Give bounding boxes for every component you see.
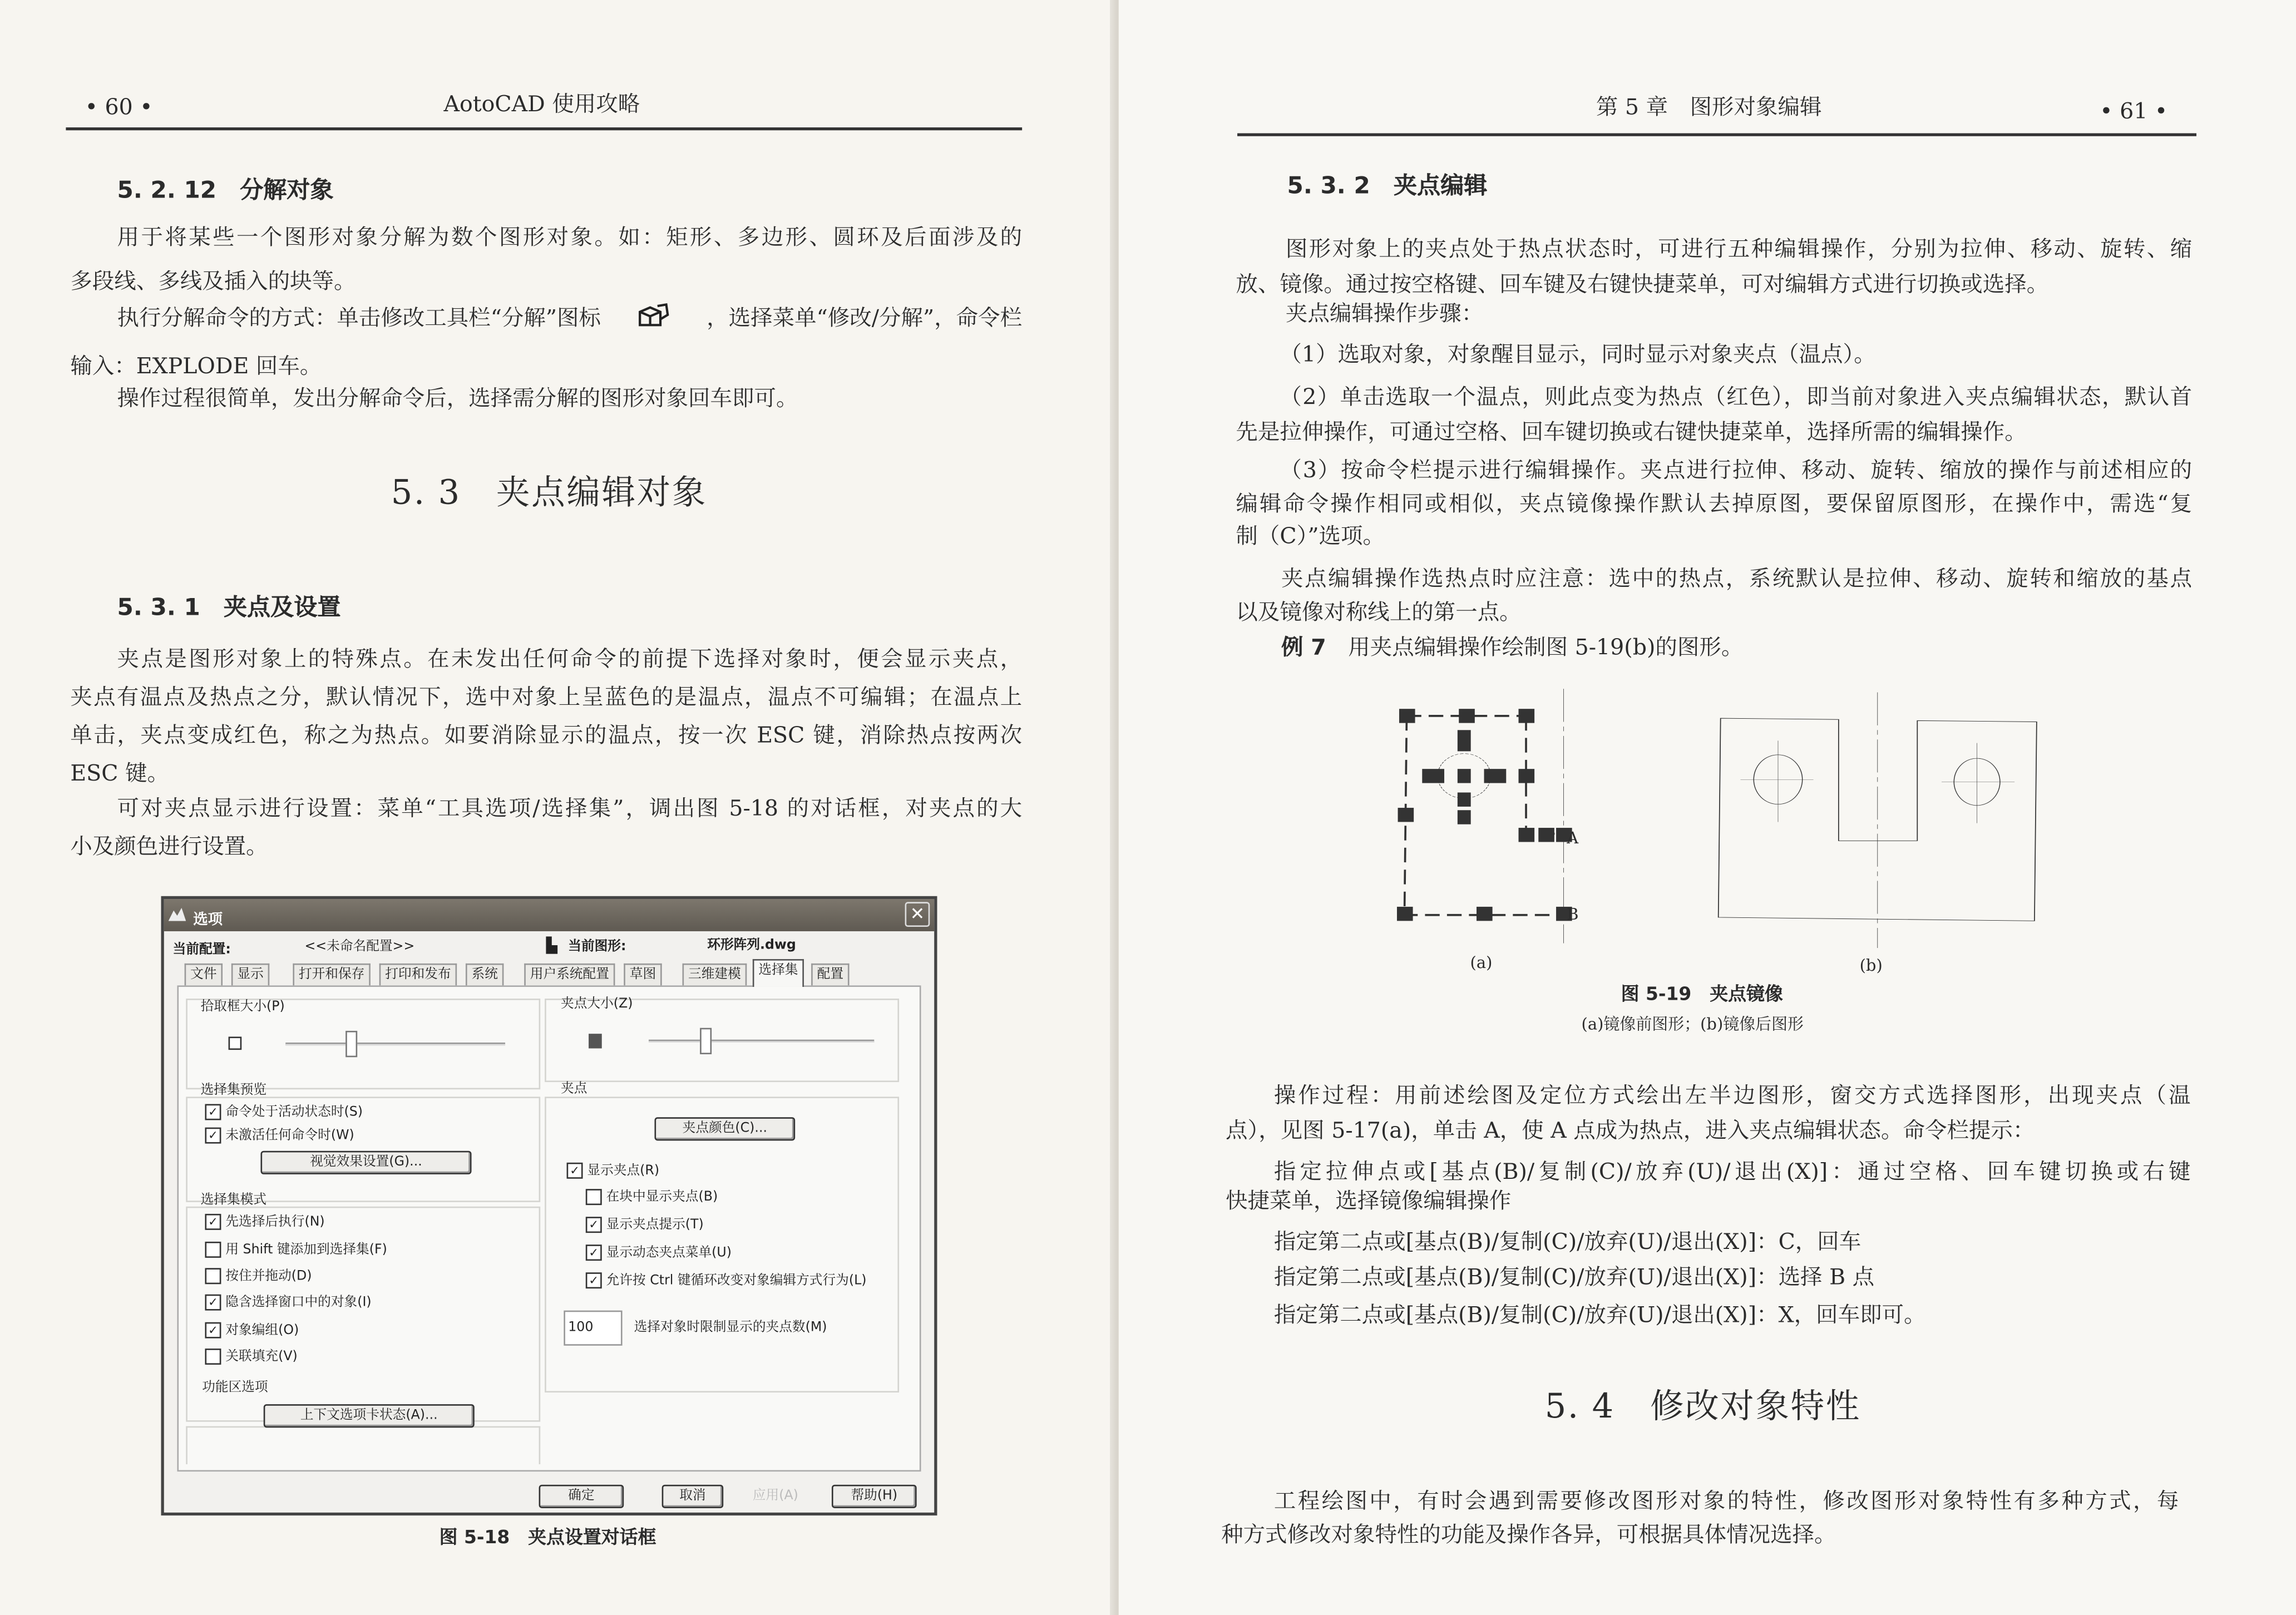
paragraph-line: （2）单击选取一个温点，则此点变为热点（红色），即当前对象进入夹点编辑状态，默认首 (1280, 383, 2193, 410)
point-b-label: B (1567, 905, 1579, 924)
checkbox-press-drag[interactable] (205, 1268, 221, 1284)
close-button[interactable]: ✕ (905, 902, 930, 927)
help-button[interactable]: 帮助(H) (832, 1485, 917, 1508)
grip-colors-button[interactable]: 夹点颜色(C)... (655, 1117, 796, 1140)
tab-3d-modeling[interactable]: 三维建模 (683, 964, 747, 987)
point-a-label: A (1567, 828, 1579, 848)
checkbox-label: 用 Shift 键添加到选择集(F) (225, 1243, 387, 1258)
left-page (0, 0, 1113, 1615)
paragraph-line: 操作过程很简单，发出分解命令后，选择需分解的图形对象回车即可。 (117, 385, 798, 412)
checkbox-shift-add[interactable] (205, 1242, 221, 1258)
paragraph-line (117, 303, 1023, 333)
tab-open-save[interactable]: 打开和保存 (293, 964, 371, 987)
paragraph-line: （3）按命令栏提示进行编辑操作。夹点进行拉伸、移动、旋转、缩放的操作与前述相应的 (1280, 457, 2193, 483)
checkbox-show-grips[interactable]: ✓ (567, 1163, 583, 1179)
paragraph-line: 图形对象上的夹点处于热点状态时，可进行五种编辑操作，分别为拉伸、移动、旋转、缩 (1285, 235, 2193, 263)
chapter-section-title: 5. 3 夹点编辑对象 (391, 474, 707, 513)
checkbox-label: 显示夹点(R) (587, 1164, 660, 1179)
grip-size-preview (589, 1034, 602, 1048)
paragraph-line: 夹点编辑操作选热点时应注意：选中的热点，系统默认是拉伸、移动、旋转和缩放的基点 (1281, 565, 2193, 592)
paragraph-line: 小及颜色进行设置。 (70, 833, 268, 860)
tab-selection[interactable]: 选择集 (753, 959, 804, 987)
checkbox-preview-idle[interactable]: ✓ (205, 1128, 221, 1144)
paragraph-line: 单击，夹点变成红色，称之为热点。如要消除显示的温点，按一次 ESC 键，消除热点按两次 (70, 722, 1023, 748)
checkbox-label: 命令处于活动状态时(S) (225, 1105, 363, 1120)
contextual-tab-states-button[interactable]: 上下文选项卡状态(A)... (264, 1404, 475, 1428)
header-rule (1237, 134, 2196, 136)
paragraph-line: 可对夹点显示进行设置：菜单“工具选项/选择集”，调出图 5-18 的对话框，对夹点的大 (117, 795, 1023, 822)
section-heading: 5. 3. 1 夹点及设置 (117, 592, 341, 621)
explode-icon (638, 303, 670, 328)
running-title: AotoCAD 使用攻略 (443, 91, 640, 117)
page-number: • 60 • (85, 93, 153, 120)
paragraph-line: 快捷菜单，选择镜像编辑操作 (1225, 1187, 1512, 1214)
paragraph-line: 点），见图 5-17(a)，单击 A，使 A 点成为热点，进入夹点编辑状态。命令栏提示： (1225, 1117, 2035, 1144)
text-part: ，选择菜单“修改/分解”，命令栏 (707, 304, 1023, 331)
pickbox-size-slider[interactable] (285, 1043, 505, 1045)
paragraph-line: 夹点有温点及热点之分，默认情况下，选中对象上呈蓝色的是温点，温点不可编辑；在温点上 (70, 684, 1023, 710)
section-heading: 5. 2. 12 分解对象 (117, 175, 334, 204)
example-label: 例 7 (1281, 634, 1326, 661)
paragraph-line: 夹点是图形对象上的特殊点。在未发出任何命令的前提下选择对象时，便会显示夹点， (117, 645, 1023, 673)
dialog-title: 选项 (193, 912, 223, 928)
checkbox-grips-in-blocks[interactable] (586, 1189, 602, 1205)
dialog-titlebar[interactable] (164, 899, 934, 931)
tab-plot-publish[interactable]: 打印和发布 (379, 964, 457, 987)
grip-squares (1397, 708, 1572, 920)
checkbox-grip-tips[interactable]: ✓ (586, 1217, 602, 1233)
tab-drafting[interactable]: 草图 (624, 964, 661, 987)
chapter-section-title: 5. 4 修改对象特性 (1544, 1388, 1861, 1426)
ok-button[interactable]: 确定 (539, 1485, 624, 1508)
paragraph-line: 放、镜像。通过按空格键、回车键及右键快捷菜单，可对编辑方式进行切换或选择。 (1236, 270, 2049, 298)
current-profile-label: 当前配置: (172, 943, 231, 958)
paragraph-line: 制（C）”选项。 (1236, 522, 1385, 549)
example-line (1281, 633, 1743, 662)
figure-caption: 图 5-18 夹点设置对话框 (439, 1525, 656, 1548)
right-page (1119, 0, 2296, 1615)
checkbox-preview-active[interactable]: ✓ (205, 1104, 221, 1120)
grip-size-label: 夹点大小(Z) (561, 997, 633, 1012)
current-drawing-label: 当前图形: (568, 940, 626, 955)
checkbox-object-grouping[interactable]: ✓ (205, 1322, 221, 1339)
tab-system[interactable]: 系统 (466, 964, 503, 987)
checkbox-label: 对象编组(O) (225, 1323, 299, 1339)
paragraph-line: 指定第二点或[基点(B)/复制(C)/放弃(U)/退出(X)]：C，回车 (1273, 1228, 1862, 1255)
tab-profiles[interactable]: 配置 (811, 964, 849, 987)
paragraph-line: （1）选取对象，对象醒目显示，同时显示对象夹点（温点）。 (1280, 341, 1876, 368)
preview-label: 选择集预览 (200, 1083, 267, 1098)
checkbox-label: 显示动态夹点菜单(U) (606, 1246, 732, 1261)
checkbox-label: 显示夹点提示(T) (606, 1218, 704, 1233)
modes-label: 选择集模式 (200, 1193, 267, 1208)
figure-a-before-mirror (1397, 688, 1572, 942)
checkbox-label: 隐含选择窗口中的对象(I) (225, 1296, 372, 1311)
checkbox-label: 关联填充(V) (225, 1350, 298, 1365)
checkbox-ctrl-cycling[interactable]: ✓ (586, 1272, 602, 1288)
tab-files[interactable]: 文件 (185, 964, 223, 987)
paragraph-line: 用于将某些一个图形对象分解为数个图形对象。如：矩形、多边形、圆环及后面涉及的 (117, 224, 1023, 251)
checkbox-label: 允许按 Ctrl 键循环改变对象编辑方式行为(L) (606, 1273, 867, 1289)
checkbox-label: 按住并拖动(D) (225, 1269, 312, 1285)
options-dialog (161, 896, 937, 1515)
grip-limit-input[interactable]: 100 (564, 1311, 622, 1346)
pickbox-preview (229, 1036, 242, 1050)
page-number: • 61 • (2100, 98, 2168, 125)
paragraph-line: 操作过程：用前述绘图及定位方式绘出左半边图形，窗交方式选择图形，出现夹点（温 (1273, 1082, 2191, 1109)
subfigure-b-label: (b) (1859, 956, 1883, 975)
paragraph-line: 以及镜像对称线上的第一点。 (1236, 599, 1522, 625)
header-rule (66, 127, 1022, 130)
checkbox-dynamic-grip-menu[interactable]: ✓ (586, 1244, 602, 1261)
ribbon-group (186, 1426, 540, 1464)
tab-display[interactable]: 显示 (231, 964, 269, 987)
figure-caption: 图 5-19 夹点镜像 (1621, 982, 1783, 1005)
checkbox-associative-hatch[interactable] (205, 1349, 221, 1365)
paragraph-line: 输入：EXPLODE 回车。 (70, 353, 322, 379)
paragraph-line: 编辑命令操作相同或相似，夹点镜像操作默认去掉原图，要保留原图形，在操作中，需选“复 (1236, 490, 2193, 517)
subfigure-a-label: (a) (1470, 953, 1493, 972)
slider-thumb[interactable] (345, 1031, 357, 1057)
checkbox-label: 未激活任何命令时(W) (225, 1129, 354, 1144)
visual-effects-button[interactable]: 视觉效果设置(G)... (260, 1151, 471, 1174)
grip-limit-label: 选择对象时限制显示的夹点数(M) (634, 1321, 827, 1336)
figure-subcaption: (a)镜像前图形；(b)镜像后图形 (1581, 1014, 1804, 1034)
slider-thumb[interactable] (700, 1028, 712, 1054)
tab-user-preferences[interactable]: 用户系统配置 (524, 964, 615, 987)
paragraph-line: 工程绘图中，有时会遇到需要修改图形对象的特性，修改图形对象特性有多种方式，每 (1273, 1488, 2179, 1514)
cancel-button[interactable]: 取消 (662, 1485, 724, 1508)
current-drawing-value: 环形阵列.dwg (707, 939, 796, 954)
ribbon-options-label: 功能区选项 (202, 1380, 268, 1396)
current-profile-value: <<未命名配置>> (304, 940, 415, 955)
paragraph-line: 指定第二点或[基点(B)/复制(C)/放弃(U)/退出(X)]：选择 B 点 (1273, 1263, 1875, 1290)
paragraph-line: 多段线、多线及插入的块等。 (70, 268, 356, 295)
grips-label: 夹点 (561, 1082, 587, 1097)
paragraph-line: 指定第二点或[基点(B)/复制(C)/放弃(U)/退出(X)]：X，回车即可。 (1273, 1301, 1926, 1328)
pickbox-size-label: 拾取框大小(P) (200, 1000, 285, 1015)
app-icon (169, 908, 186, 921)
section-heading: 5. 3. 2 夹点编辑 (1287, 171, 1488, 199)
drawing-icon: ▙ (546, 939, 558, 955)
checkbox-implied-window[interactable]: ✓ (205, 1295, 221, 1311)
checkbox-label: 先选择后执行(N) (225, 1215, 325, 1230)
running-title: 第 5 章 图形对象编辑 (1596, 93, 1822, 120)
text-part: 执行分解命令的方式：单击修改工具栏“分解”图标 (117, 304, 601, 331)
apply-button[interactable]: 应用(A) (752, 1489, 798, 1504)
paragraph-line: 先是拉伸操作，可通过空格、回车键切换或右键快捷菜单，选择所需的编辑操作。 (1236, 418, 2027, 446)
grip-size-slider[interactable] (649, 1040, 874, 1043)
checkbox-label: 在块中显示夹点(B) (606, 1190, 718, 1206)
checkbox-noun-verb[interactable]: ✓ (205, 1214, 221, 1230)
figure-b-after-mirror (1719, 692, 2037, 947)
paragraph-line: ESC 键。 (70, 760, 169, 787)
paragraph-line: 指定拉伸点或[基点(B)/复制(C)/放弃(U)/退出(X)]：通过空格、回车键切换或右键 (1273, 1158, 2191, 1185)
paragraph-line: 种方式修改对象特性的功能及操作各异，可根据具体情况选择。 (1221, 1521, 1836, 1548)
example-text: 用夹点编辑操作绘制图 5-19(b)的图形。 (1348, 634, 1744, 661)
paragraph-line: 夹点编辑操作步骤： (1285, 300, 1484, 327)
